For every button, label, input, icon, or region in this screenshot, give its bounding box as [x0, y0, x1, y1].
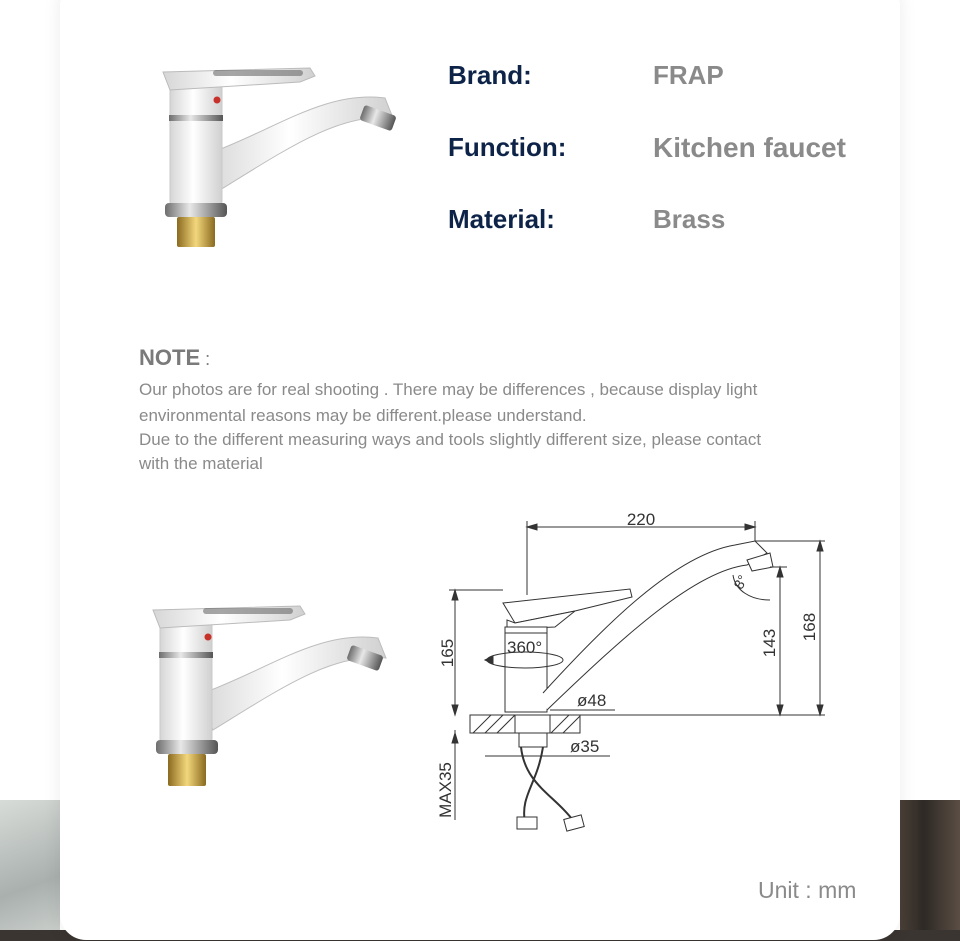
spec-value-material: Brass: [653, 204, 726, 234]
dimension-diagram: [425, 505, 835, 840]
angle-label: 8°: [730, 572, 751, 592]
spec-label-brand: Brand:: [448, 60, 532, 90]
spec-value-function: Kitchen faucet: [653, 132, 846, 163]
dim-165: 165: [438, 638, 457, 668]
note-line: with the material: [139, 454, 263, 473]
max-35: MAX35: [436, 762, 455, 818]
spec-label-material: Material:: [448, 204, 555, 234]
note-line: Our photos are for real shooting . There may be differences , because display light: [139, 380, 758, 399]
faucet-photo-top: [155, 60, 405, 255]
rotation-label: 360°: [507, 638, 543, 657]
dim-220: 220: [626, 510, 656, 529]
dia-35: ø35: [570, 737, 600, 756]
dim-168: 168: [800, 612, 819, 642]
spec-label-function: Function:: [448, 132, 567, 162]
note-line: Due to the different measuring ways and tools slightly different size, please contact: [139, 430, 762, 449]
note-title: NOTE :: [139, 345, 211, 370]
unit-label: Unit : mm: [758, 877, 857, 903]
dia-48: ø48: [577, 691, 607, 710]
note-line: environmental reasons may be different.please understand.: [139, 406, 587, 425]
spec-value-brand: FRAP: [653, 60, 724, 90]
faucet-photo-bottom: [148, 600, 398, 795]
dim-143: 143: [760, 628, 779, 658]
